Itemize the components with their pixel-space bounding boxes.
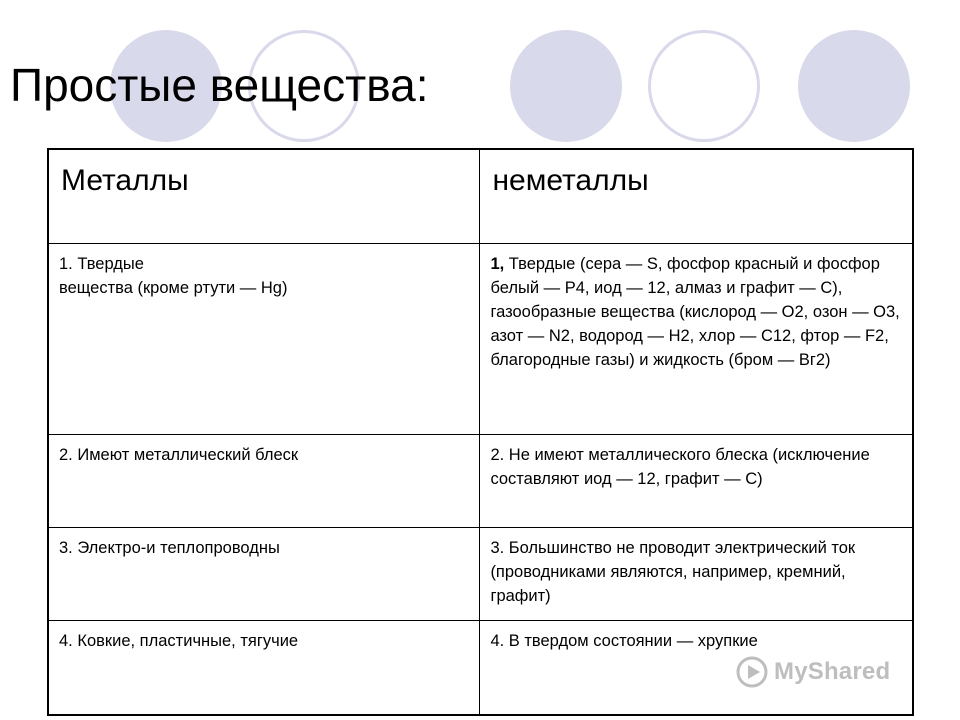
cell-metals: 4. Ковкие, пластичные, тягучие: [48, 620, 480, 715]
play-logo-icon: [736, 656, 768, 688]
cell-text-line: вещества (кроме ртути — Hg): [59, 278, 288, 297]
cell-text: Твердые (сера — S, фосфор красный и фосфор белый — Р4, иод — 12, алмаз и графит — С), газообразные вещества (кислород — О2, озон — О3, азот — N2, водород — Н2, хлор — С12, фтор — F2, благородные газы) и жидкость (бром — Вг2): [490, 254, 900, 369]
table-header-row: [48, 149, 913, 243]
cell-metals: [48, 243, 480, 434]
table-row: [48, 434, 913, 527]
watermark: [736, 656, 890, 688]
item-number: 1,: [490, 254, 505, 273]
cell-nonmetals: 2. Не имеют металлического блеска (исключение составляют иод — 12, графит — С): [480, 434, 913, 527]
cell-nonmetals: 4. В твердом состоянии — хрупкие: [480, 620, 913, 715]
decorative-circle: [798, 30, 910, 142]
cell-metals: 2. Имеют металлический блеск: [48, 434, 480, 527]
header-metals: Металлы: [48, 149, 480, 243]
cell-nonmetals: 3. Большинство не проводит электрический ток (проводниками являются, например, кремний, графит): [480, 527, 913, 620]
comparison-table: [47, 148, 914, 716]
decorative-ring: [648, 30, 760, 142]
cell-metals: 3. Электро-и теплопроводны: [48, 527, 480, 620]
header-nonmetals: неметаллы: [480, 149, 913, 243]
decorative-circle: [510, 30, 622, 142]
watermark-text: MyShared: [774, 658, 891, 685]
table-row: [48, 243, 913, 434]
cell-nonmetals: [480, 243, 913, 434]
slide-title: Простые вещества:: [10, 59, 429, 111]
cell-text-line: 1. Твердые: [59, 254, 144, 273]
table-row: [48, 527, 913, 620]
